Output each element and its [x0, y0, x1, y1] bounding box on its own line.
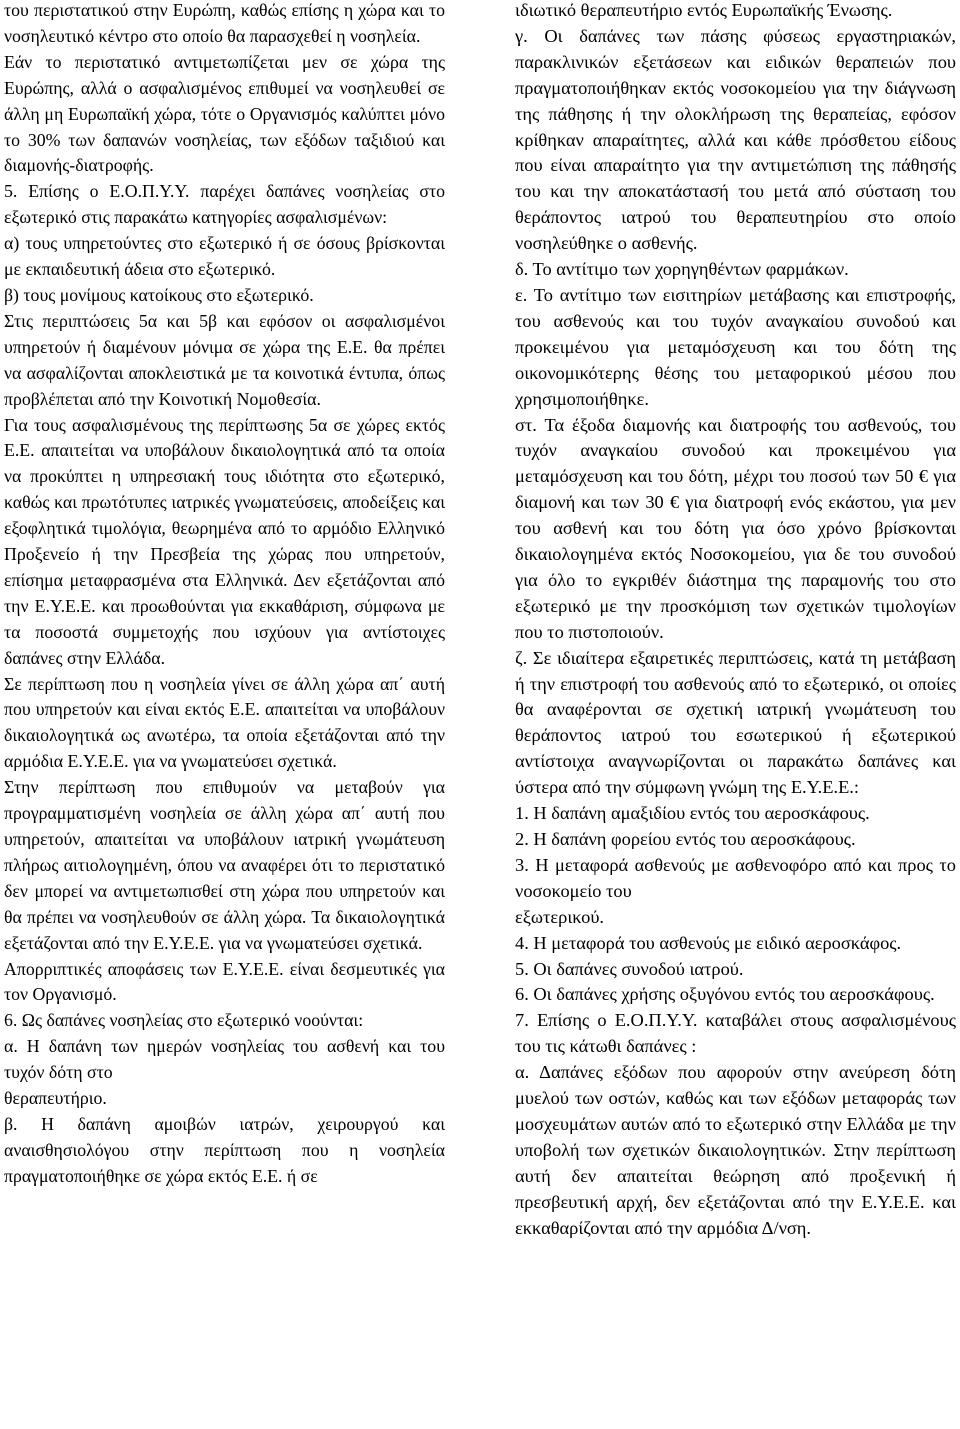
- list-item-6: 6. Οι δαπάνες χρήσης οξυγόνου εντός του αεροσκάφους.: [515, 984, 935, 1005]
- paragraph-item-6d: δ. Το αντίτιμο των χορηγηθέντων φαρμάκων.: [515, 259, 849, 280]
- paragraph-rejections: Απορριπτικές αποφάσεις των Ε.Υ.Ε.Ε. είναι δεσμευτικές για τον Οργανισμό.: [4, 958, 445, 1005]
- paragraph-item-6a-cont: θεραπευτήριο.: [4, 1088, 107, 1109]
- paragraph-item-6c: γ. Οι δαπάνες των πάσης φύσεως εργαστηριακών, παρακλινικών εξετάσεων και ειδικών θεραπειών που πραγματοποιήθηκαν εκτός νοσοκομείου για την διάγνωση της πάθησης ή την ολοκλήρωση της θεραπείας, εφόσον κρίθηκαν απαραίτητες, αλλά και κάθε πρόσθετου είδους που είναι απαραίτητο για την αντιμετώπιση της πάθησής του και την αποκατάστασή του μετά από σύσταση του θεράποντος ιατρού του θεραπευτηρίου στο οποίο νοσηλεύθηκε ο ασθενής.: [515, 25, 956, 254]
- list-item-2: 2. Η δαπάνη φορείου εντός του αεροσκάφους.: [515, 829, 856, 849]
- paragraph-item-6z: ζ. Σε ιδιαίτερα εξαιρετικές περιπτώσεις, κατά τη μετάβαση ή την επιστροφή του ασθενούς από το εξωτερικό, οι οποίες θα αναφέρονται σε σχετική ιατρική γνωμάτευση του θεράποντος ιατρού του εσωτερικού ή εξωτερικού αντίστοιχα αναγνωρίζονται οι παρακάτω δαπάνες και ύστερα από την σύμφωνη γνώμη της Ε.Υ.Ε.Ε.:: [515, 647, 956, 798]
- paragraph-item-6st: στ. Τα έξοδα διαμονής και διατροφής του ασθενούς, του τυχόν αναγκαίου συνοδού και προκειμένου για μεταμόσχευση και του δότη, μέχρι του ποσού των 50 € για διαμονή και των 30 € για διατροφή ενός εκάστου, για μεν του ασθενή και του δότη για όσο χρόνο βρίσκονται δικαιολογημένα εκτός Νοσοκομείου, για δε του συνοδού για όλο το εγκριθέν διάστημα της παραμονής του στο εξωτερικό με την προσκόμιση των σχετικών τιμολογίων που το πιστοποιούν.: [515, 414, 956, 642]
- paragraph-item-5b: β) τους μονίμους κατοίκους στο εξωτερικό.: [4, 284, 314, 305]
- paragraph-item-6b-cont: ιδιωτικό θεραπευτήριο εντός Ευρωπαϊκής Ένωσης.: [515, 0, 893, 20]
- paragraph-continuation: του περιστατικού στην Ευρώπη, καθώς επίσης η χώρα και το νοσηλευτικό κέντρο στο οποίο θα παρασχεθεί η νοσηλεία.: [4, 0, 445, 46]
- list-item-3: 3. Η μεταφορά ασθενούς με ασθενοφόρο από και προς το νοσοκομείο του: [515, 854, 956, 901]
- list-item-5: 5. Οι δαπάνες συνοδού ιατρού.: [515, 958, 744, 979]
- paragraph-item-5: 5. Επίσης ο Ε.Ο.Π.Υ.Υ. παρέχει δαπάνες νοσηλείας στο εξωτερικό στις παρακάτω κατηγορίες ασφαλισμένων:: [4, 181, 445, 228]
- paragraph-item-7: 7. Επίσης ο Ε.Ο.Π.Υ.Υ. καταβάλει στους ασφαλισμένους του τις κάτωθι δαπάνες :: [515, 1010, 956, 1057]
- paragraph-item-6: 6. Ως δαπάνες νοσηλείας στο εξωτερικό νοούνται:: [4, 1010, 364, 1031]
- list-item-1: 1. Η δαπάνη αμαξιδίου εντός του αεροσκάφους.: [515, 803, 870, 824]
- paragraph-non-eu-documents: Για τους ασφαλισμένους της περίπτωσης 5α σε χώρες εκτός Ε.Ε. απαιτείται να υποβάλουν δικαιολογητικά από τα οποία να προκύπτει η υπηρεσιακή τους ιδιότητα στο εξωτερικό, καθώς και πρωτότυπες ιατρικές γνωματεύσεις, αποδείξεις και εξοφλητικά τιμολόγια, θεωρημένα από το αρμόδιο Ελληνικό Προξενείο ή την Πρεσβεία της χώρας που υπηρετούν, επίσημα μεταφρασμένα στα Ελληνικά. Δεν εξετάζονται από την Ε.Υ.Ε.Ε. και προωθούνται για εκκαθάριση, σύμφωνα με τα ποσοστά συμμετοχής που ισχύουν για αντίστοιχες δαπάνες στην Ελλάδα.: [4, 414, 445, 668]
- paragraph-other-country: Σε περίπτωση που η νοσηλεία γίνει σε άλλη χώρα απ΄ αυτή που υπηρετούν και είναι εκτός Ε.Ε. απαιτείται να υποβάλουν δικαιολογητικά ως ανωτέρω, τα οποία εξετάζονται από την αρμόδια Ε.Υ.Ε.Ε. για να γνωματεύσει σχετικά.: [4, 673, 445, 772]
- paragraph-item-6a: α. Η δαπάνη των ημερών νοσηλείας του ασθενή και του τυχόν δότη στο: [4, 1036, 445, 1083]
- paragraph-item-7a: α. Δαπάνες εξόδων που αφορούν στην ανεύρεση δότη μυελού των οστών, καθώς και των εξόδων μεταφοράς των μοσχευμάτων αυτών από το εξωτερικό στην Ελλάδα με την υποβολή των σχετικών δικαιολογητικών. Στην περίπτωση αυτή δεν απαιτείται θεώρηση από προξενική ή πρεσβευτική αρχή, δεν εξετάζονται από την Ε.Υ.Ε.Ε. και εκκαθαρίζονται από την αρμόδια Δ/νση.: [515, 1062, 956, 1238]
- list-item-3-cont: εξωτερικού.: [515, 906, 605, 927]
- paragraph-item-6e: ε. Το αντίτιμο των εισιτηρίων μετάβασης και επιστροφής, του ασθενούς και του τυχόν αναγκαίου συνοδού και προκειμένου για μεταμόσχευση και του δότη της οικονομικότερης θέσης του μεταφορικού μέσου που χρησιμοποιήθηκε.: [515, 284, 956, 409]
- paragraph-scheduled-hospitalization: Στην περίπτωση που επιθυμούν να μεταβούν για προγραμματισμένη νοσηλεία σε άλλη χώρα απ΄ αυτή που υπηρετούν, απαιτείται να υποβάλουν ιατρική γνωμάτευση πλήρως αιτιολογημένη, όπου να αναφέρει ότι το περιστατικό δεν μπορεί να αντιμετωπισθεί στη χώρα που υπηρετούν και θα πρέπει να νοσηλευθούν σε άλλη χώρα. Τα δικαιολογητικά εξετάζονται από την Ε.Υ.Ε.Ε. για να γνωματεύσει σχετικά.: [4, 777, 445, 953]
- right-column: [515, 0, 956, 1242]
- left-column: [4, 0, 445, 1190]
- paragraph-eu-forms: Στις περιπτώσεις 5α και 5β και εφόσον οι ασφαλισμένοι υπηρετούν ή διαμένουν μόνιμα σε χώρα της Ε.Ε. θα πρέπει να ασφαλίζονται αποκλειστικά με τα κοινοτικά έντυπα, όπως προβλέπεται από την Κοινοτική Νομοθεσία.: [4, 310, 445, 409]
- list-item-4: 4. Η μεταφορά του ασθενούς με ειδικό αεροσκάφος.: [515, 932, 902, 953]
- paragraph-item-5a: α) τους υπηρετούντες στο εξωτερικό ή σε όσους βρίσκονται με εκπαιδευτική άδεια στο εξωτερικό.: [4, 233, 445, 280]
- paragraph-item-6b: β. Η δαπάνη αμοιβών ιατρών, χειρουργού και αναισθησιολόγου στην περίπτωση που η νοσηλεία πραγματοποιήθηκε σε χώρα εκτός Ε.Ε. ή σε: [4, 1113, 445, 1186]
- paragraph-non-european-country: Εάν το περιστατικό αντιμετωπίζεται μεν σε χώρα της Ευρώπης, αλλά ο ασφαλισμένος επιθυμεί να νοσηλευθεί σε άλλη μη Ευρωπαϊκή χώρα, τότε ο Οργανισμός καλύπτει μόνο το 30% των δαπανών νοσηλείας, των εξόδων ταξιδιού και διαμονής-διατροφής.: [4, 51, 445, 176]
